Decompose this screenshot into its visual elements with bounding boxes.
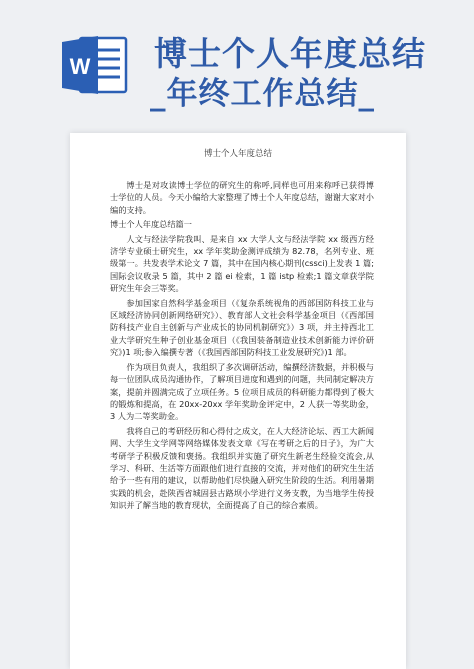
word-icon-letter: W — [69, 54, 91, 79]
intro-paragraph: 博士是对攻读博士学位的研究生的称呼,同样也可用来称呼已获得博士学位的人员。今天小编给大家整理了博士个人年度总结，谢谢大家对小编的支持。 — [110, 180, 374, 215]
document-body — [110, 179, 374, 512]
banner — [0, 0, 474, 118]
word-document-icon — [60, 34, 130, 96]
document-title: 博士个人年度总结 — [203, 149, 272, 159]
banner-title-line-1: 博士个人年度总结 — [154, 34, 426, 73]
document-page — [70, 133, 406, 669]
banner-title-line-2: _年终工作总结_ — [150, 76, 375, 112]
body-paragraph: 我将自己的考研经历和心得付之成文，在人大经济论坛、西工大新闻网、大学生文学网等网络媒体发表文章《写在考研之后的日子》，为广大考研学子积极反馈和褒扬。我组织并实施了研究生新老生经验交流会,从学习、科研、生活等方面跟他们进行直接的交流，并对他们的研究生生活给予一些有用的建议，以帮助他们尽快融入研究生阶段的生活。利用暑期实践的机会，赴陕西省城固县古路坝小学进行义务支教，为当地学生传授知识并了解当地的教育现状，全面提高了自己的综合素质。 — [110, 425, 374, 511]
body-paragraph: 人文与经法学院我叫、是来自 xx 大学人文与经法学院 xx 级西方经济学专业硕士研究生，xx 学年奖助金测评成绩为 82.78，名列专业、班级第一。共发表学术论文 7 篇，其中在国内核心期刊(cssci)上发表 1 篇;国际会议收录 5 篇，其中 2 篇 ei 检索，1 篇 istp 检索;1 篇文章获学院研究生年会三等奖。 — [110, 233, 374, 294]
section-heading: 博士个人年度总结篇一 — [110, 219, 192, 230]
body-paragraph: 参加国家自然科学基金项目（《复杂系统视角的西部国防科技工业与区域经济协同创新网络研究》）、教育部人文社会科学基金项目（《西部国防科技产业自主创新与产业成长的协同机制研究》）3 项，并主持西北工业大学研究生种子创业基金项目（《我国装备制造业技术创新能力评价研究》)1 项;参入编撰专著（《我国西部国防科技工业发展研究》)1 部。 — [110, 297, 374, 358]
body-paragraph: 作为项目负责人，我组织了多次调研活动，编撰经济数据，并积极与每一位团队成员沟通协作，了解项目进度和遇到的问题，共同制定解决方案，提前并圆满完成了立项任务。5 位项目成员的科研能力都得到了极大的锻炼和提高，在 20xx-20xx 学年奖助金评定中，2 人获一等奖助金，3 人为二等奖助金。 — [110, 361, 374, 422]
